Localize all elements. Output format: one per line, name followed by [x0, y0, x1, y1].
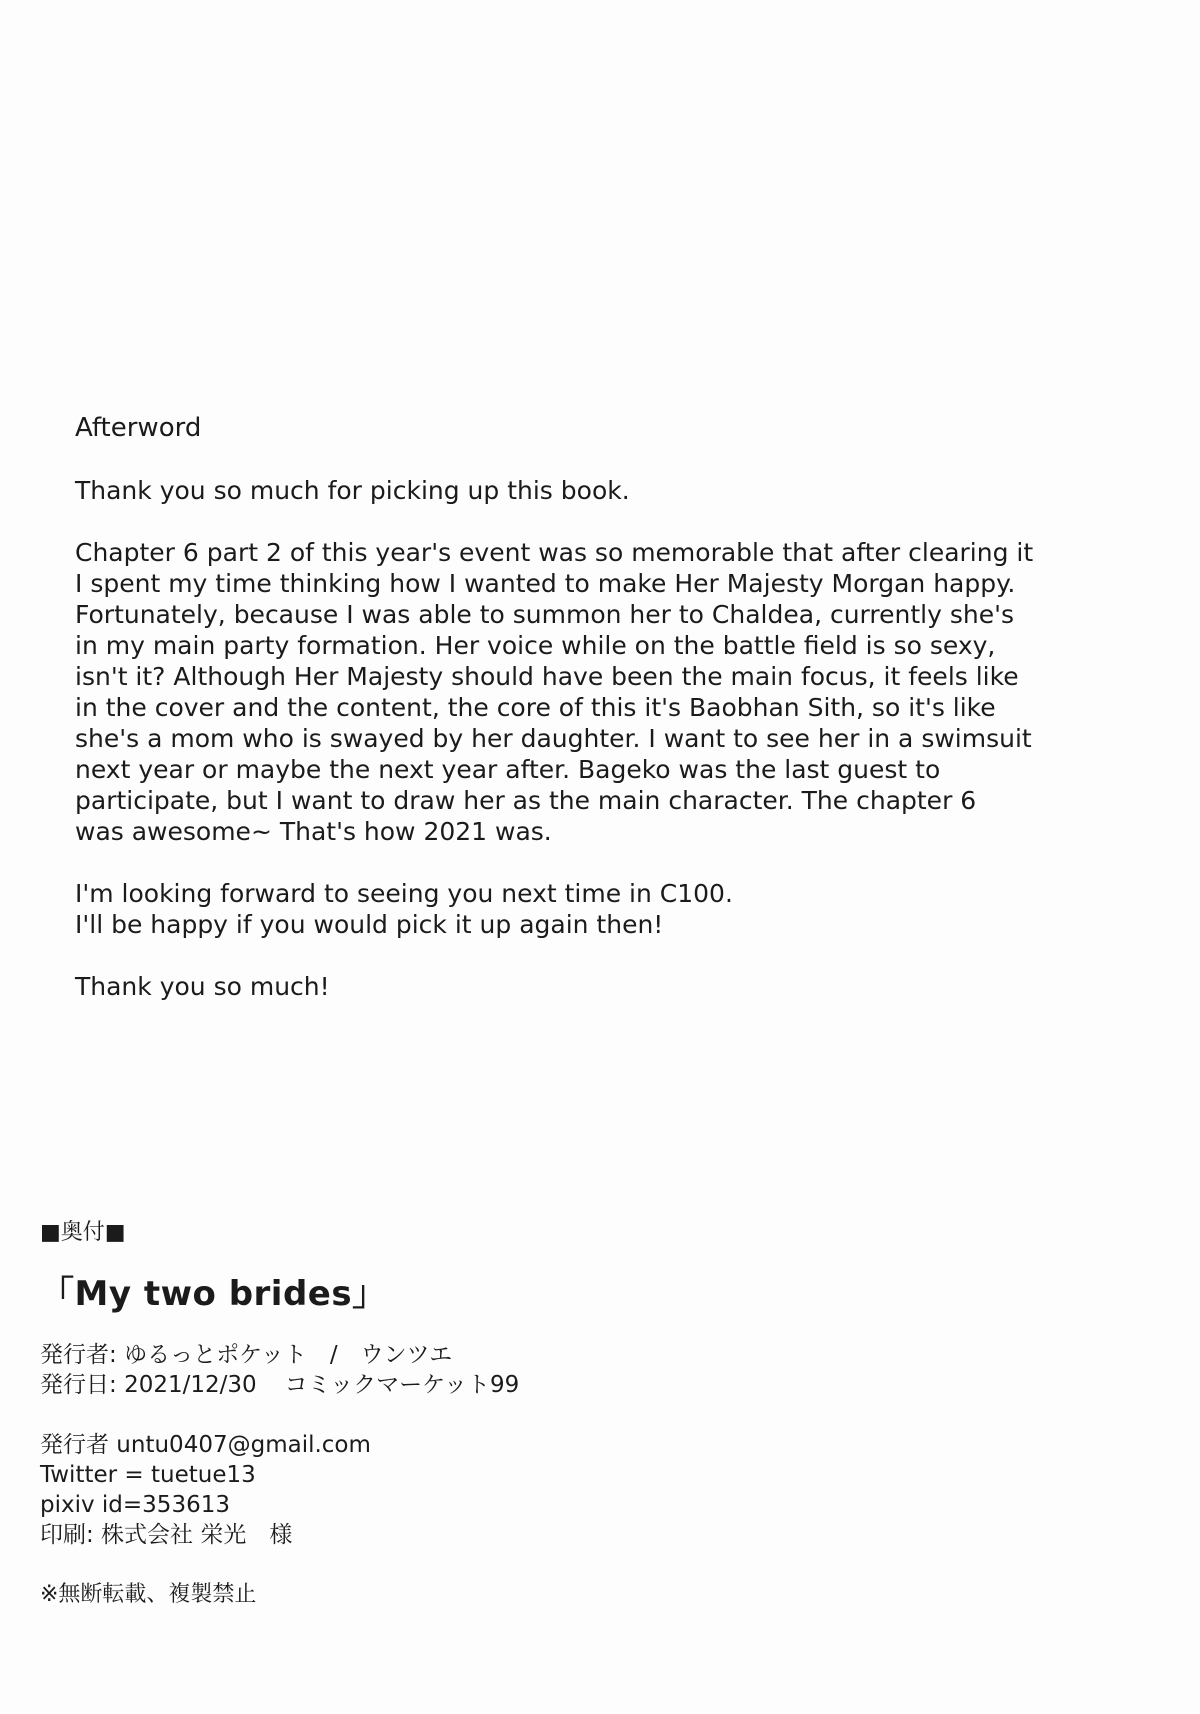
afterword-body: [75, 537, 1135, 847]
body-line: in the cover and the content, the core of this it's Baobhan Sith, so it's like: [75, 693, 996, 722]
afterword-thanks: Thank you so much for picking up this book.: [75, 476, 630, 505]
body-line: she's a mom who is swayed by her daughter. I want to see her in a swimsuit: [75, 724, 1032, 753]
contact-info: [40, 1430, 840, 1550]
closing-line: I'll be happy if you would pick it up again then!: [75, 910, 664, 939]
publisher-label: 発行者:: [40, 1342, 117, 1368]
afterword-heading: Afterword: [75, 413, 202, 443]
date-row: [40, 1370, 840, 1400]
event-name: コミックマーケット99: [284, 1372, 520, 1398]
afterword-section: [75, 413, 1135, 1033]
body-line: participate, but I want to draw her as the main character. The chapter 6: [75, 786, 977, 815]
afterword-closing: [75, 878, 1135, 940]
body-line: Fortunately, because I was able to summon her to Chaldea, currently she's: [75, 600, 1014, 629]
body-line: in my main party formation. Her voice while on the battle field is so sexy,: [75, 631, 996, 660]
body-line: I spent my time thinking how I wanted to make Her Majesty Morgan happy.: [75, 569, 1016, 598]
publisher-value: ゆるっとポケット / ウンツエ: [124, 1342, 453, 1368]
afterword-signoff: Thank you so much!: [75, 972, 330, 1001]
closing-line: I'm looking forward to seeing you next time in C100.: [75, 879, 733, 908]
contact-twitter: Twitter = tuetue13: [40, 1462, 256, 1488]
contact-email: 発行者 untu0407@gmail.com: [40, 1432, 371, 1458]
publisher-row: [40, 1340, 840, 1370]
body-line: was awesome~ That's how 2021 was.: [75, 817, 552, 846]
date-value: 2021/12/30: [124, 1372, 257, 1398]
body-line: isn't it? Although Her Majesty should have been the main focus, it feels like: [75, 662, 1019, 691]
publication-info: [40, 1340, 840, 1400]
contact-pixiv: pixiv id=353613: [40, 1492, 230, 1518]
body-line: Chapter 6 part 2 of this year's event was so memorable that after clearing it: [75, 538, 1034, 567]
body-line: next year or maybe the next year after. Bageko was the last guest to: [75, 755, 941, 784]
printer-info: 印刷: 株式会社 栄光 様: [40, 1522, 293, 1548]
date-label: 発行日:: [40, 1372, 117, 1398]
colophon-section: [40, 1218, 840, 1610]
colophon-label: ■奥付■: [40, 1220, 126, 1245]
book-title: 「My two brides」: [40, 1274, 387, 1314]
copyright-notice: ※無断転載、複製禁止: [40, 1582, 257, 1607]
